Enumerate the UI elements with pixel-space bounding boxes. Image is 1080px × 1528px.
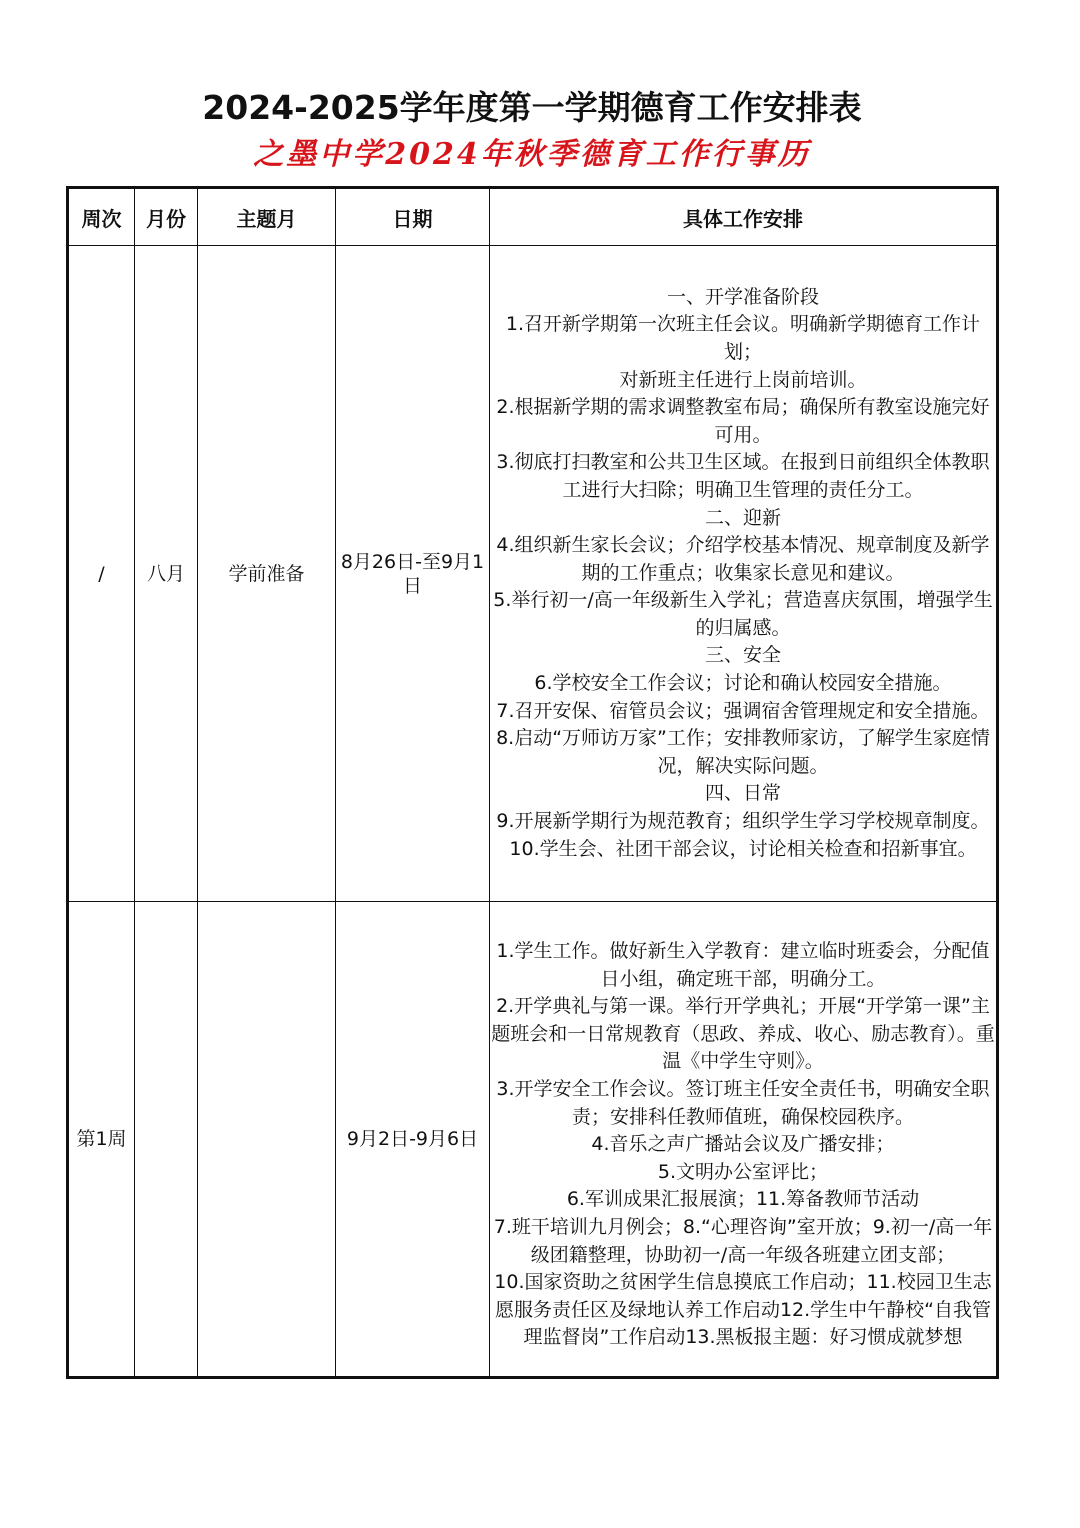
header-theme: 主题月 (198, 188, 336, 246)
table-row (68, 246, 998, 902)
row-date-text: 8月26日-至9月1日 (340, 550, 485, 597)
row-month-text: 八月 (146, 562, 185, 585)
task-line: 4.组织新生家长会议；介绍学校基本情况、规章制度及新学期的工作重点；收集家长意见和建议。 (496, 534, 990, 584)
row-week (68, 246, 135, 902)
task-line: 7.召开安保、宿管员会议；强调宿舍管理规定和安全措施。 (496, 699, 990, 722)
task-line: 8.启动“万师访万家”工作；安排教师家访，了解学生家庭情况，解决实际问题。 (496, 727, 990, 777)
task-line: 2.根据新学期的需求调整教室布局；确保所有教室设施完好可用。 (496, 396, 990, 446)
task-line: 三、安全 (704, 644, 781, 667)
row-week-text: 第1周 (76, 1128, 127, 1150)
table-row (68, 902, 998, 1378)
task-line: 1.学生工作。做好新生入学教育：建立临时班委会，分配值日小组，确定班干部，明确分工。 (496, 940, 990, 990)
task-line: 6.军训成果汇报展演；11.筹备教师节活动 (566, 1188, 920, 1211)
task-line: 7.班干培训九月例会；8.“心理咨询”室开放；9.初一/高一年级团籍整理，协助初一/高一年级各班建立团支部； (493, 1215, 993, 1266)
task-line: 四、日常 (704, 782, 781, 805)
task-line: 对新班主任进行上岗前培训。 (619, 368, 867, 391)
row-tasks (490, 902, 998, 1378)
row-month (135, 246, 198, 902)
page-subtitle: 之墨中学2024年秋季德育工作行事历 (253, 137, 811, 172)
task-line: 4.音乐之声广播站会议及广播安排； (591, 1133, 895, 1156)
task-line: 1.召开新学期第一次班主任会议。明确新学期德育工作计划； (505, 313, 981, 363)
task-line: 10.学生会、社团干部会议，讨论相关检查和招新事宜。 (509, 837, 977, 860)
row-tasks (490, 246, 998, 902)
row-theme-text: 学前准备 (228, 562, 305, 585)
page-title: 2024-2025学年度第一学期德育工作安排表 (202, 88, 862, 127)
task-line: 5.举行初一/高一年级新生入学礼；营造喜庆氛围，增强学生的归属感。 (493, 589, 993, 639)
header-date: 日期 (336, 188, 490, 246)
row-date-text: 9月2日-9月6日 (346, 1128, 479, 1150)
row-date (336, 246, 490, 902)
row-week (68, 902, 135, 1378)
header-month: 月份 (135, 188, 198, 246)
task-line: 3.开学安全工作会议。签订班主任安全责任书，明确安全职责；安排科任教师值班，确保校园秩序。 (496, 1078, 990, 1128)
row-theme (198, 246, 336, 902)
task-line: 一、开学准备阶段 (666, 285, 819, 308)
header-tasks: 具体工作安排 (490, 188, 998, 246)
task-line: 5.文明办公室评比； (657, 1160, 829, 1183)
schedule-table (66, 186, 999, 1379)
task-line: 2.开学典礼与第一课。举行开学典礼；开展“开学第一课”主题班会和一日常规教育（思政、养成、收心、励志教育）。重温《中学生守则》。 (491, 995, 995, 1073)
table-header-row (68, 188, 998, 246)
header-week: 周次 (68, 188, 135, 246)
task-line: 3.彻底打扫教室和公共卫生区域。在报到日前组织全体教职工进行大扫除；明确卫生管理的责任分工。 (496, 451, 990, 501)
row-date (336, 902, 490, 1378)
row-theme (198, 902, 336, 1378)
task-line: 9.开展新学期行为规范教育；组织学生学习学校规章制度。 (496, 810, 990, 833)
task-line: 6.学校安全工作会议；讨论和确认校园安全措施。 (534, 672, 952, 695)
row-month (135, 902, 198, 1378)
task-line: 二、迎新 (704, 506, 781, 529)
row-week-text: / (98, 562, 105, 585)
task-line: 10.国家资助之贫困学生信息摸底工作启动；11.校园卫生志愿服务责任区及绿地认养工作启动12.学生中午静校“自我管理监督岗”工作启动13.黑板报主题：好习惯成就梦想 (494, 1271, 992, 1349)
